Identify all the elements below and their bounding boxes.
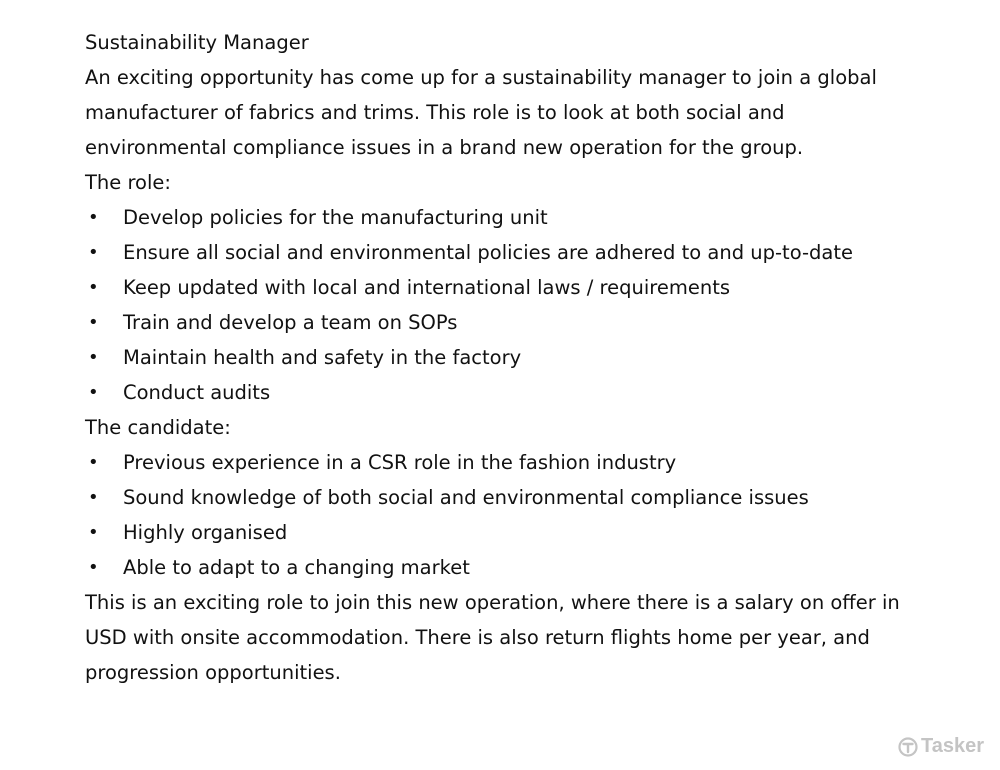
document-body — [85, 25, 965, 690]
bullet-icon: • — [88, 557, 99, 578]
intro-line: environmental compliance issues in a brand new operation for the group. — [85, 136, 804, 159]
bullet-icon: • — [88, 242, 99, 263]
tasker-logo-icon — [898, 737, 918, 757]
tasker-watermark — [898, 735, 984, 758]
candidate-item-text: Highly organised — [123, 521, 288, 544]
bullet-icon: • — [88, 487, 99, 508]
role-item-text: Conduct audits — [123, 381, 271, 404]
bullet-icon: • — [88, 382, 99, 403]
bullet-icon: • — [88, 312, 99, 333]
role-list-item — [85, 340, 965, 375]
role-list-item — [85, 270, 965, 305]
role-heading: The role: — [85, 171, 171, 194]
candidate-list-item — [85, 515, 965, 550]
candidate-heading: The candidate: — [85, 416, 231, 439]
role-list-item — [85, 375, 965, 410]
bullet-icon: • — [88, 207, 99, 228]
candidate-list-item — [85, 550, 965, 585]
candidate-list-item — [85, 445, 965, 480]
bullet-icon: • — [88, 522, 99, 543]
role-list — [85, 200, 965, 410]
intro-line: manufacturer of fabrics and trims. This role is to look at both social and — [85, 101, 785, 124]
candidate-list-item — [85, 480, 965, 515]
closing-line: progression opportunities. — [85, 661, 341, 684]
candidate-item-text: Able to adapt to a changing market — [123, 556, 470, 579]
role-item-text: Maintain health and safety in the factory — [123, 346, 522, 369]
role-item-text: Develop policies for the manufacturing unit — [123, 206, 548, 229]
role-item-text: Ensure all social and environmental policies are adhered to and up-to-date — [123, 241, 853, 264]
role-list-item — [85, 305, 965, 340]
candidate-item-text: Sound knowledge of both social and environmental compliance issues — [123, 486, 809, 509]
role-item-text: Keep updated with local and international laws / requirements — [123, 276, 731, 299]
candidate-list — [85, 445, 965, 585]
watermark-text: Tasker — [920, 735, 984, 757]
candidate-item-text: Previous experience in a CSR role in the fashion industry — [123, 451, 677, 474]
role-list-item — [85, 235, 965, 270]
role-item-text: Train and develop a team on SOPs — [123, 311, 458, 334]
closing-paragraph — [85, 585, 900, 690]
role-list-item — [85, 200, 965, 235]
closing-line: USD with onsite accommodation. There is also return flights home per year, and — [85, 626, 870, 649]
bullet-icon: • — [88, 277, 99, 298]
bullet-icon: • — [88, 452, 99, 473]
bullet-icon: • — [88, 347, 99, 368]
intro-paragraph — [85, 60, 885, 165]
job-title: Sustainability Manager — [85, 31, 309, 54]
intro-line: An exciting opportunity has come up for a sustainability manager to join a global — [85, 66, 877, 89]
closing-line: This is an exciting role to join this new operation, where there is a salary on offer in — [85, 591, 900, 614]
